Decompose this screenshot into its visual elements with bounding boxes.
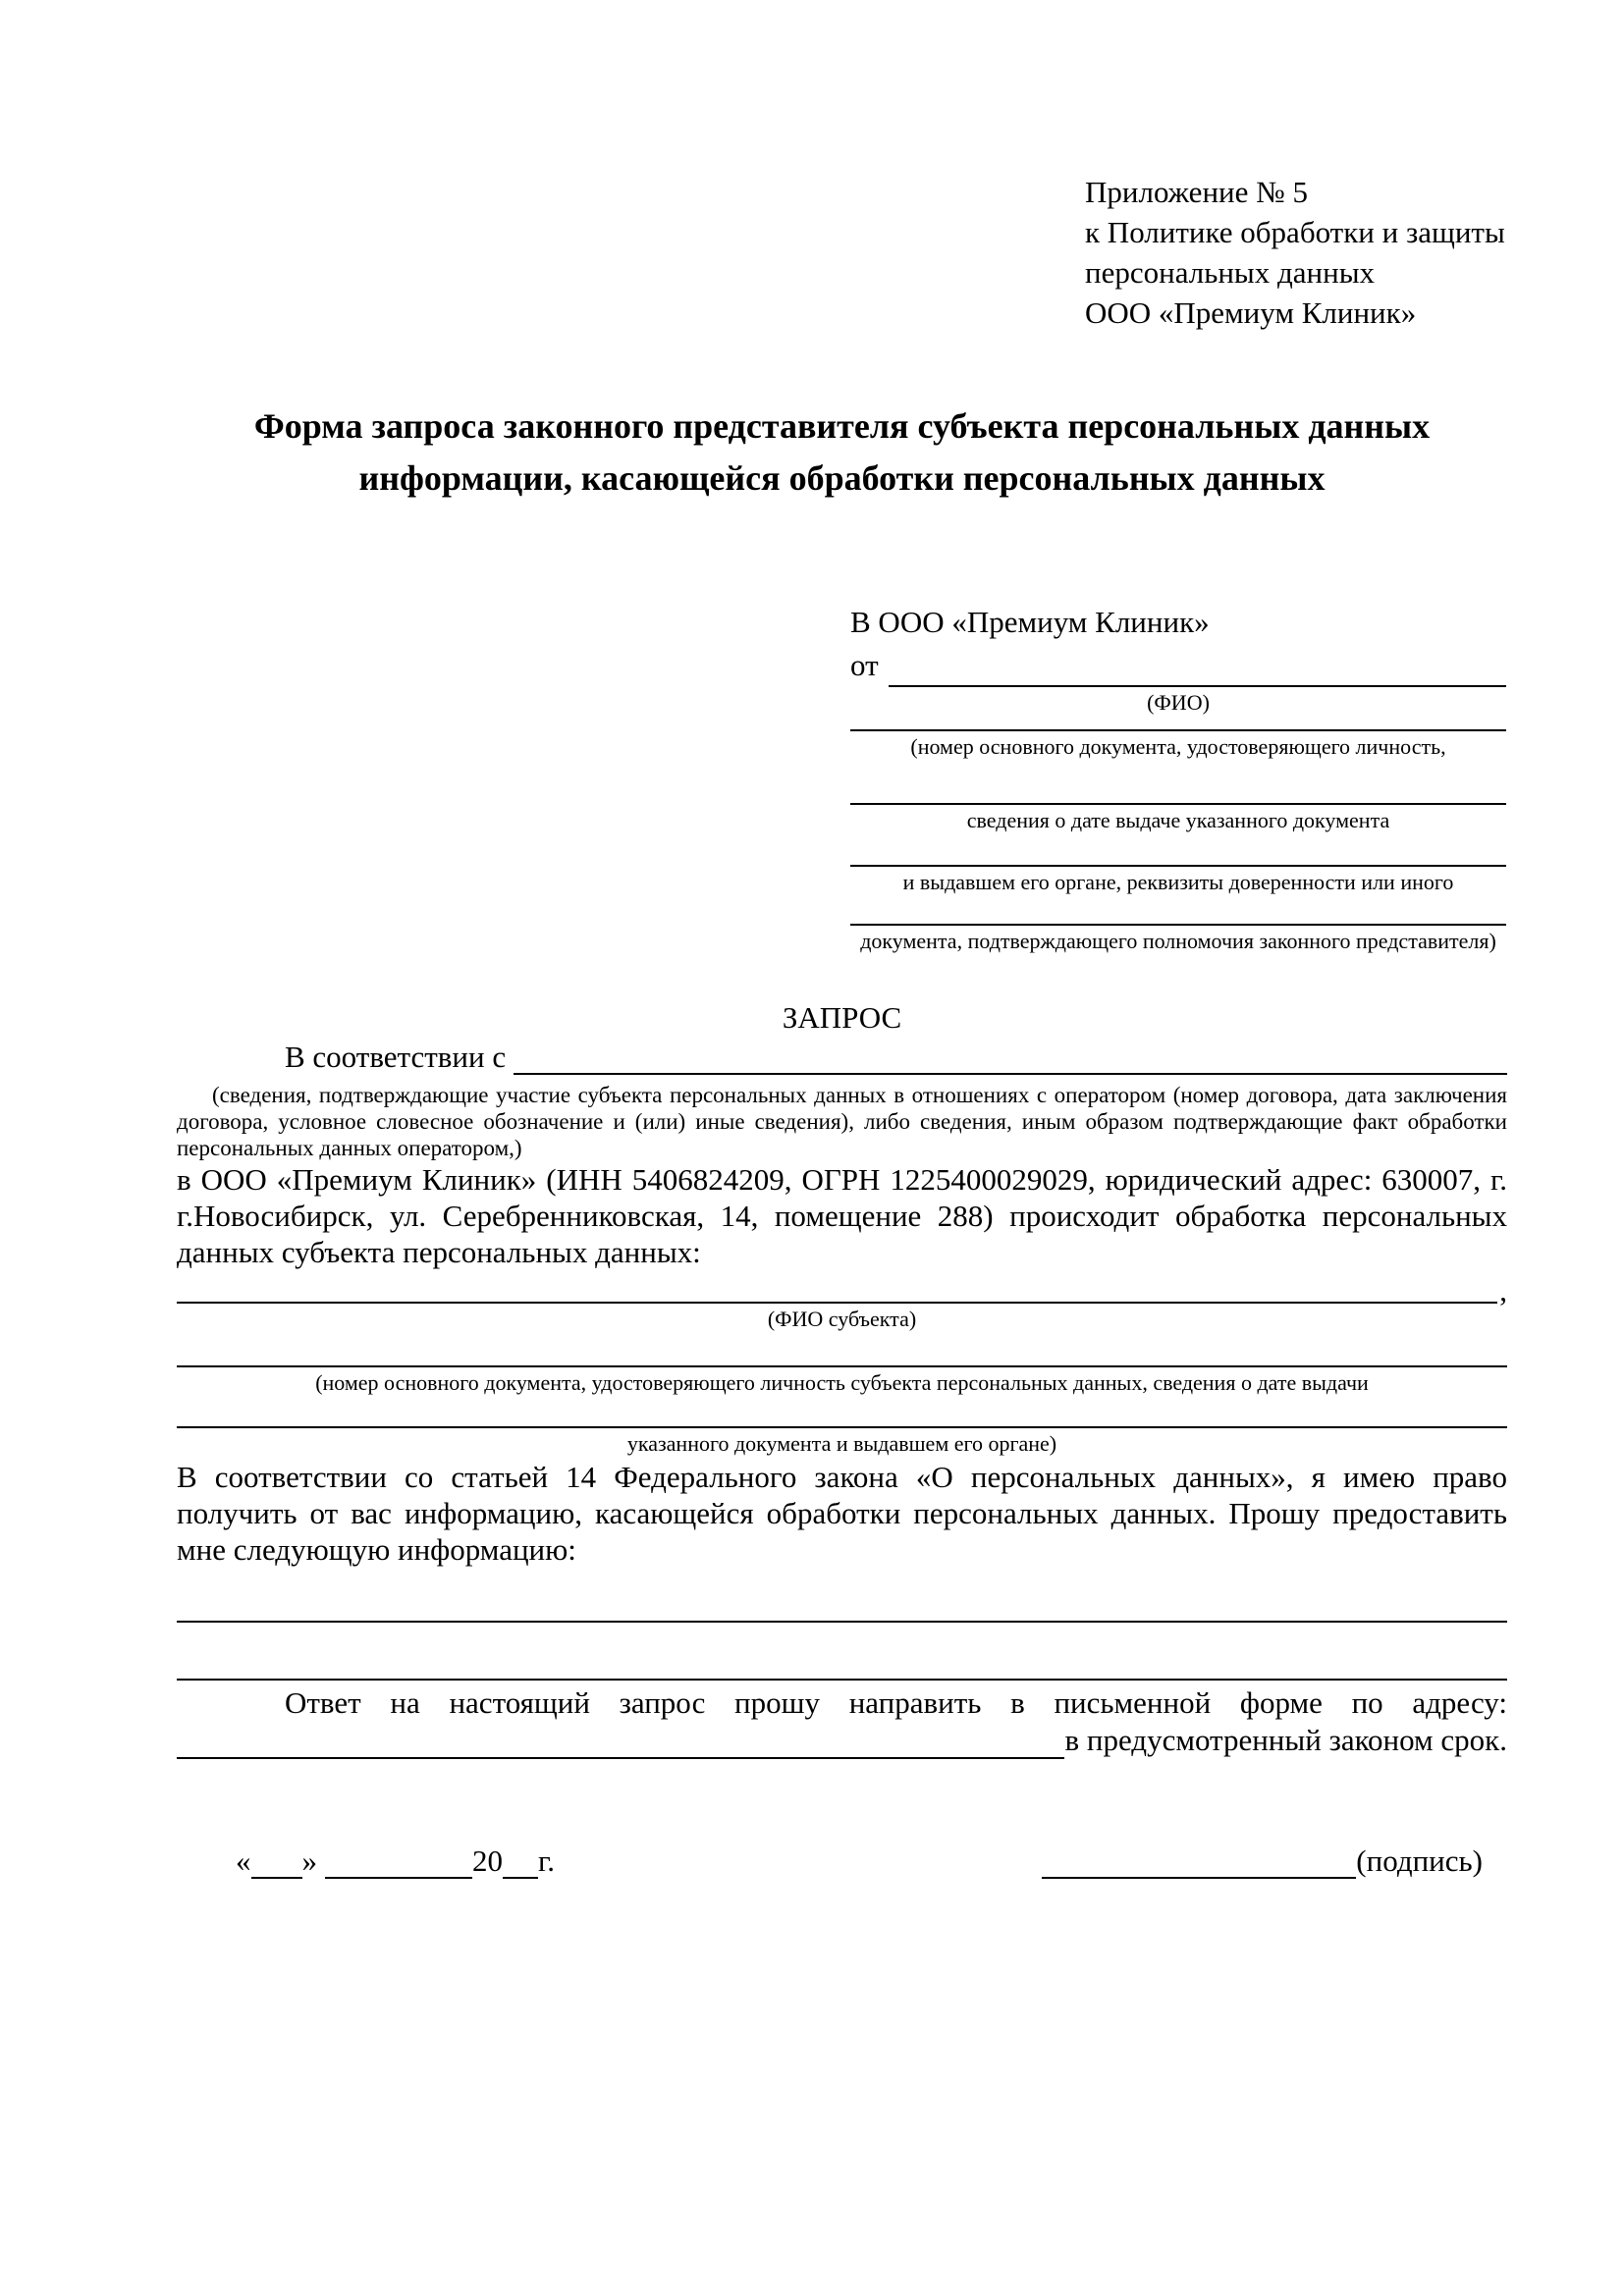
issue-date-blank-line (850, 760, 1506, 805)
addressee-organization: В ООО «Премиум Клиник» (850, 605, 1210, 639)
from-label: от (850, 648, 879, 682)
issuing-authority-blank-line (850, 833, 1506, 867)
year-suffix: г. (538, 1843, 555, 1878)
appendix-block (1085, 172, 1505, 333)
signature-group (1042, 1843, 1483, 1879)
footer-row (236, 1838, 1483, 1879)
identity-doc-caption: (номер основного документа, удостоверяющего личность, (910, 734, 1446, 759)
date-close-quote: » (301, 1843, 317, 1878)
signature-caption: (подпись) (1356, 1843, 1483, 1878)
subject-doc-blank-line-2 (177, 1396, 1507, 1428)
subject-block (177, 1273, 1507, 1457)
response-address-row (177, 1722, 1507, 1759)
date-group (236, 1843, 555, 1879)
accordance-row (177, 1041, 1507, 1075)
response-block (177, 1684, 1507, 1759)
issuing-authority-caption: и выдавшем его органе, реквизиты доверенности или иного (902, 870, 1454, 894)
subject-doc-blank-line (177, 1332, 1507, 1367)
signature-blank-line (1042, 1843, 1356, 1879)
fio-caption: (ФИО) (1147, 690, 1210, 715)
info-blank-line-2 (177, 1679, 1507, 1681)
year-prefix: 20 (472, 1843, 503, 1878)
issue-date-caption: сведения о дате выдаче указанного документа (966, 808, 1390, 832)
document-title: Форма запроса законного представителя субъекта персональных данных информации, касающейся обработки персональных данных (253, 406, 1431, 498)
subject-fio-caption: (ФИО субъекта) (767, 1307, 917, 1331)
operator-paragraph: в ООО «Премиум Клиник» (ИНН 5406824209, ОГРН 1225400029029, юридический адрес: 630007, г. г.Новосибирск, ул. Серебренниковская, 14, помещение 288) происходит обработка персональных данных субъекта персональных данных: (177, 1162, 1507, 1269)
from-row (850, 644, 1506, 687)
request-heading: ЗАПРОС (782, 1000, 902, 1035)
address-blank-line (177, 1757, 1064, 1759)
month-blank-line (325, 1843, 472, 1879)
fio-blank-line (889, 685, 1506, 687)
accordance-blank-line (514, 1073, 1507, 1075)
appendix-line: ООО «Премиум Клиник» (1085, 295, 1417, 330)
info-blank-line-1 (177, 1621, 1507, 1623)
subject-comma: , (1499, 1273, 1507, 1308)
appendix-line: персональных данных (1085, 255, 1376, 290)
addressee-block (850, 601, 1506, 954)
accordance-lead: В соответствии с (285, 1040, 507, 1074)
subject-doc-caption-1: (номер основного документа, удостоверяющего личность субъекта персональных данных, сведения о дате выдачи (315, 1370, 1369, 1395)
appendix-line: Приложение № 5 (1085, 175, 1308, 209)
subject-doc-caption-2: указанного документа и выдавшем его органе) (626, 1431, 1057, 1456)
year-blank-line (503, 1843, 538, 1879)
rights-paragraph: В соответствии со статьей 14 Федерального закона «О персональных данных», я имею право получить от вас информацию, касающейся обработки персональных данных. Прошу предоставить мне следующую информацию: (177, 1460, 1507, 1567)
authority-doc-caption: документа, подтверждающего полномочия законного представителя) (860, 929, 1496, 953)
identity-doc-blank-line (850, 716, 1506, 731)
day-blank-line (251, 1843, 302, 1879)
response-line: Ответ на настоящий запрос прошу направить в письменной форме по адресу: (285, 1685, 1507, 1720)
subject-fio-blank-line (177, 1302, 1497, 1304)
appendix-line: к Политике обработки и защиты (1085, 215, 1505, 249)
date-open-quote: « (236, 1843, 251, 1878)
authority-doc-blank-line (850, 895, 1506, 926)
subject-fio-row (177, 1273, 1507, 1308)
response-tail: в предусмотренный законом срок. (1064, 1723, 1507, 1757)
accordance-note: (сведения, подтверждающие участие субъекта персональных данных в отношениях с оператором (номер договора, дата заключения договора, условное словесное обозначение и (или) иные сведения), либо сведения, иным образом подтверждающие факт обработки персональных данных оператором,) (177, 1083, 1507, 1160)
